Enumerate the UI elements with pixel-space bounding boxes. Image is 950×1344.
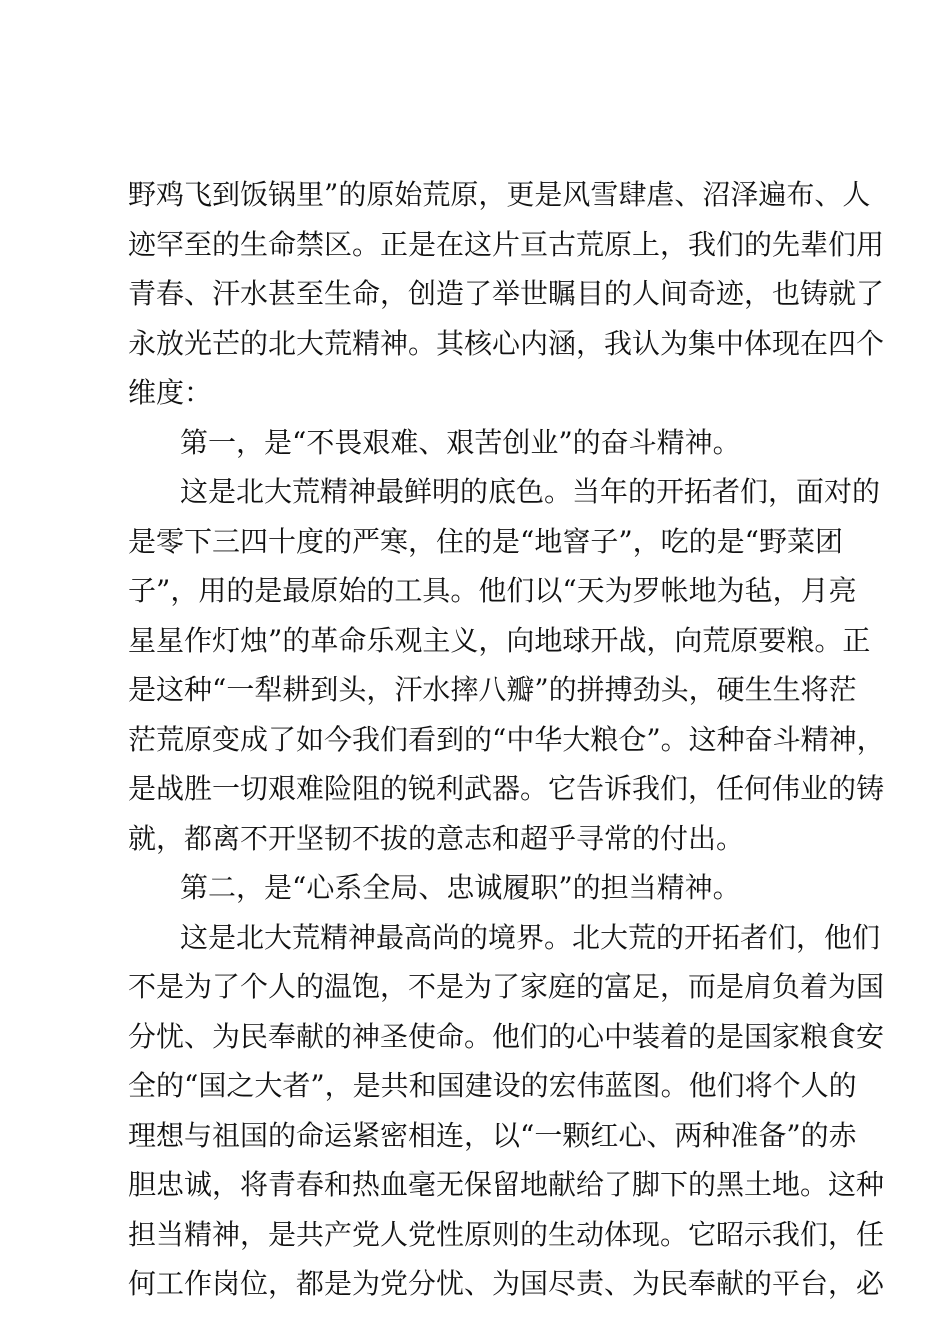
text-line: 何工作岗位，都是为党分忧、为国尽责、为民奉献的平台，必	[128, 1267, 885, 1300]
text-line: 全的“国之大者”，是共和国建设的宏伟蓝图。他们将个人的	[128, 1069, 857, 1102]
text-line: 分忧、为民奉献的神圣使命。他们的心中装着的是国家粮食安	[128, 1019, 885, 1053]
text-line: 第二，是“心系全局、忠诚履职”的担当精神。	[180, 871, 741, 904]
text-line: 是战胜一切艰难险阻的锐利武器。它告诉我们，任何伟业的铸	[128, 772, 885, 805]
text-line: 星星作灯烛”的革命乐观主义，向地球开战，向荒原要粮。正	[128, 623, 871, 657]
text-line: 这是北大荒精神最鲜明的底色。当年的开拓者们，面对的	[180, 475, 881, 508]
text-line: 第一，是“不畏艰难、艰苦创业”的奋斗精神。	[180, 425, 741, 459]
text-line: 是这种“一犁耕到头，汗水摔八瓣”的拼搏劲头，硬生生将茫	[128, 673, 857, 706]
text-line: 迹罕至的生命禁区。正是在这片亘古荒原上，我们的先辈们用	[128, 227, 885, 261]
text-line: 茫荒原变成了如今我们看到的“中华大粮仓”。这种奋斗精神，	[128, 722, 885, 756]
text-line: 永放光芒的北大荒精神。其核心内涵，我认为集中体现在四个	[128, 326, 885, 360]
text-line: 不是为了个人的温饱，不是为了家庭的富足，而是肩负着为国	[128, 970, 885, 1003]
text-line: 子”，用的是最原始的工具。他们以“天为罗帐地为毡，月亮	[128, 574, 857, 607]
text-line: 青春、汗水甚至生命，创造了举世瞩目的人间奇迹，也铸就了	[128, 277, 885, 310]
text-line: 胆忠诚，将青春和热血毫无保留地献给了脚下的黑土地。这种	[128, 1168, 885, 1201]
text-line: 这是北大荒精神最高尚的境界。北大荒的开拓者们，他们	[180, 920, 881, 954]
body-text	[128, 170, 885, 1309]
text-line: 理想与祖国的命运紧密相连，以“一颗红心、两种准备”的赤	[128, 1118, 857, 1152]
text-line: 是零下三四十度的严寒，住的是“地窨子”，吃的是“野菜团	[128, 524, 843, 558]
text-line: 野鸡飞到饭锅里”的原始荒原，更是风雪肆虐、沼泽遍布、人	[128, 178, 871, 211]
text-line: 担当精神，是共产党人党性原则的生动体现。它昭示我们，任	[128, 1217, 885, 1251]
text-line: 维度：	[128, 376, 213, 409]
text-line: 就，都离不开坚韧不拔的意志和超乎寻常的付出。	[128, 821, 745, 855]
